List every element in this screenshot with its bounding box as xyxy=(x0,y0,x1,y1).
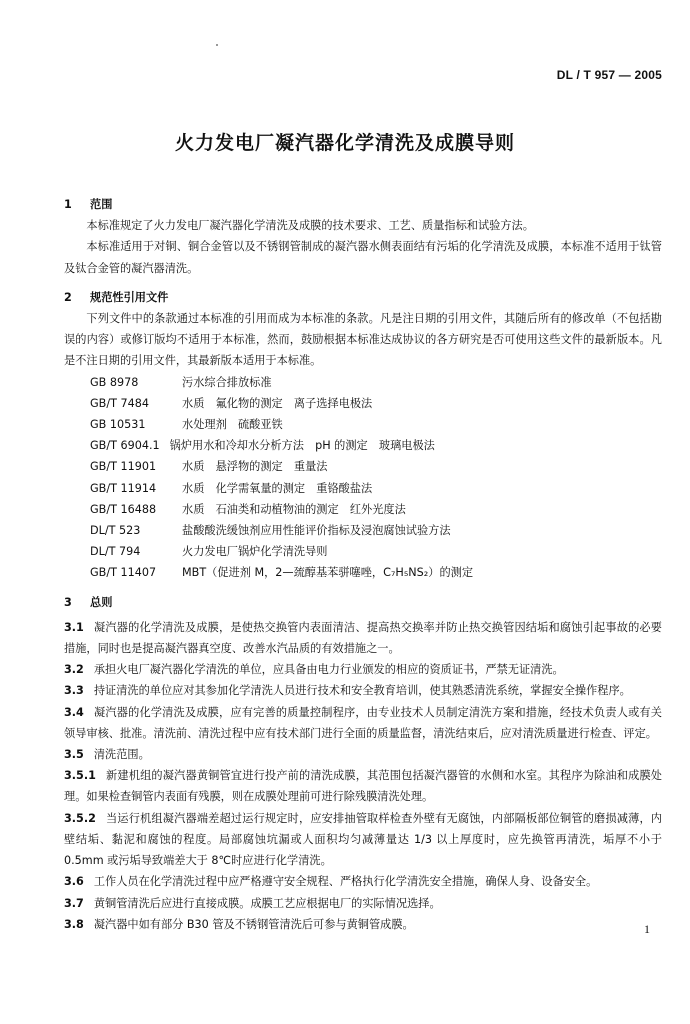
clause-number: 3.8 xyxy=(64,917,84,931)
list-item xyxy=(90,372,662,393)
list-item xyxy=(90,435,662,456)
clause-text: 清洗范围。 xyxy=(93,748,150,762)
clause-text: 凝汽器的化学清洗及成膜，是使热交换管内表面清洁、提高热交换率并防止热交换管因结垢和腐蚀引起事故的必要措施，同时也是提高凝汽器真空度、改善水汽品质的有效措施之一。 xyxy=(64,620,662,656)
section-2-heading xyxy=(64,287,662,308)
ref-code: DL/T 794 xyxy=(90,545,141,559)
page-number: 1 xyxy=(644,922,650,936)
ref-code: GB/T 6904.1 xyxy=(90,439,160,453)
clause-number: 3.4 xyxy=(64,705,84,719)
scan-speck xyxy=(216,44,218,46)
clause xyxy=(64,808,662,872)
list-item xyxy=(90,478,662,499)
section-1-heading xyxy=(64,194,662,215)
section-title: 规范性引用文件 xyxy=(90,290,169,304)
list-item xyxy=(90,499,662,520)
clause-text: 新建机组的凝汽器黄铜管宜进行投产前的清洗成膜，其范围包括凝汽器管的水侧和水室。其程序为除油和成膜处理。如果检查铜管内表面有残膜，则在成膜处理前可进行除残膜清洗处理。 xyxy=(64,769,662,804)
ref-title: 水质 石油类和动植物油的测定 红外光度法 xyxy=(182,502,406,516)
clause xyxy=(64,893,662,914)
standard-code: DL / T 957 — 2005 xyxy=(556,68,662,82)
list-item xyxy=(90,520,662,541)
references-intro: 下列文件中的条款通过本标准的引用而成为本标准的条款。凡是注日期的引用文件，其随后所有的修改单（不包括勘误的内容）或修订版均不适用于本标准，然而，鼓励根据本标准达成协议的各方研究是否可使用这些文件的最新版本。凡是不注日期的引用文件，其最新版本适用于本标准。 xyxy=(64,312,662,368)
ref-title: 污水综合排放标准 xyxy=(182,375,272,389)
clause-number: 3.3 xyxy=(64,684,84,698)
reference-list xyxy=(64,372,662,584)
ref-code: GB/T 11407 xyxy=(90,566,157,580)
clause xyxy=(64,702,662,744)
clause-text: 工作人员在化学清洗过程中应严格遵守安全规程、严格执行化学清洗安全措施，确保人身、设备安全。 xyxy=(93,875,598,889)
clause xyxy=(64,914,662,935)
ref-title: 水质 氟化物的测定 离子选择电极法 xyxy=(182,396,373,410)
document-title: 火力发电厂凝汽器化学清洗及成膜导则 xyxy=(174,132,515,154)
section-number: 2 xyxy=(64,290,72,304)
clause-text: 凝汽器中如有部分 B30 管及不锈钢管清洗后可参与黄铜管成膜。 xyxy=(93,917,414,931)
section-title: 总则 xyxy=(90,595,113,609)
clause-number: 3.2 xyxy=(64,663,84,677)
clause xyxy=(64,659,662,680)
ref-title: MBT（促进剂 M，2—巯醇基苯骈噻唑，C₇H₅NS₂）的测定 xyxy=(182,566,474,580)
clause xyxy=(64,765,662,807)
ref-title: 锅炉用水和冷却水分析方法 pH 的测定 玻璃电极法 xyxy=(169,439,435,453)
clause-number: 3.7 xyxy=(64,896,84,910)
clause-text: 黄铜管清洗后应进行直接成膜。成膜工艺应根据电厂的实际情况选择。 xyxy=(93,896,441,910)
clause xyxy=(64,871,662,892)
clause-number: 3.5 xyxy=(64,748,84,762)
ref-code: GB/T 16488 xyxy=(90,502,157,516)
ref-title: 盐酸酸洗缓蚀剂应用性能评价指标及浸泡腐蚀试验方法 xyxy=(182,524,451,538)
ref-code: GB/T 11914 xyxy=(90,481,157,495)
ref-code: GB/T 7484 xyxy=(90,396,149,410)
clause-text: 持证清洗的单位应对其参加化学清洗人员进行技术和安全教育培训，使其熟悉清洗系统，掌握安全操作程序。 xyxy=(93,684,631,698)
list-item xyxy=(90,562,662,583)
ref-title: 水处理剂 硫酸亚铁 xyxy=(182,418,283,432)
list-item xyxy=(90,456,662,477)
scope-paragraph-2: 本标准适用于对铜、铜合金管以及不锈钢管制成的凝汽器水侧表面结有污垢的化学清洗及成膜，本标准不适用于钛管及钛合金管的凝汽器清洗。 xyxy=(64,240,662,275)
section-3-heading xyxy=(64,592,662,613)
scope-paragraph-1: 本标准规定了火力发电厂凝汽器化学清洗及成膜的技术要求、工艺、质量指标和试验方法。 xyxy=(86,219,534,233)
ref-code: DL/T 523 xyxy=(90,524,141,538)
ref-title: 水质 化学需氧量的测定 重铬酸盐法 xyxy=(182,481,373,495)
clause-number: 3.5.1 xyxy=(64,769,96,783)
clause xyxy=(64,744,662,765)
section-number: 3 xyxy=(64,595,72,609)
ref-code: GB 10531 xyxy=(90,418,146,432)
ref-code: GB/T 11901 xyxy=(90,460,157,474)
document-body xyxy=(64,194,662,935)
clause xyxy=(64,680,662,701)
clause-text: 凝汽器的化学清洗及成膜，应有完善的质量控制程序，由专业技术人员制定清洗方案和措施，经技术负责人或有关领导审核、批准。清洗前、清洗过程中应有技术部门进行全面的质量监督，清洗结束后，应对清洗质量进行检查、评定。 xyxy=(64,705,662,740)
section-number: 1 xyxy=(64,198,72,211)
ref-code: GB 8978 xyxy=(90,375,139,389)
ref-title: 水质 悬浮物的测定 重量法 xyxy=(182,460,328,474)
list-item xyxy=(90,414,662,435)
clause-number: 3.6 xyxy=(64,875,84,889)
list-item xyxy=(90,393,662,414)
clause xyxy=(64,617,662,659)
list-item xyxy=(90,541,662,562)
clause-number: 3.1 xyxy=(64,620,84,634)
section-title: 范围 xyxy=(90,198,113,211)
clause-number: 3.5.2 xyxy=(64,811,96,825)
clause-text: 当运行机组凝汽器端差超过运行规定时，应安排抽管取样检查外壁有无腐蚀，内部隔板部位铜管的磨损减薄，内壁结垢、黏泥和腐蚀的程度。局部腐蚀坑漏或人面积均匀减薄量达 1/3 以上厚度时，应先换管再清洗，垢厚不小于 0.5mm 或污垢导致端差大于 8℃时应进行化学清洗。 xyxy=(64,811,662,868)
ref-title: 火力发电厂锅炉化学清洗导则 xyxy=(182,545,328,559)
clause-text: 承担火电厂凝汽器化学清洗的单位，应具备由电力行业颁发的相应的资质证书，严禁无证清洗。 xyxy=(93,663,564,677)
